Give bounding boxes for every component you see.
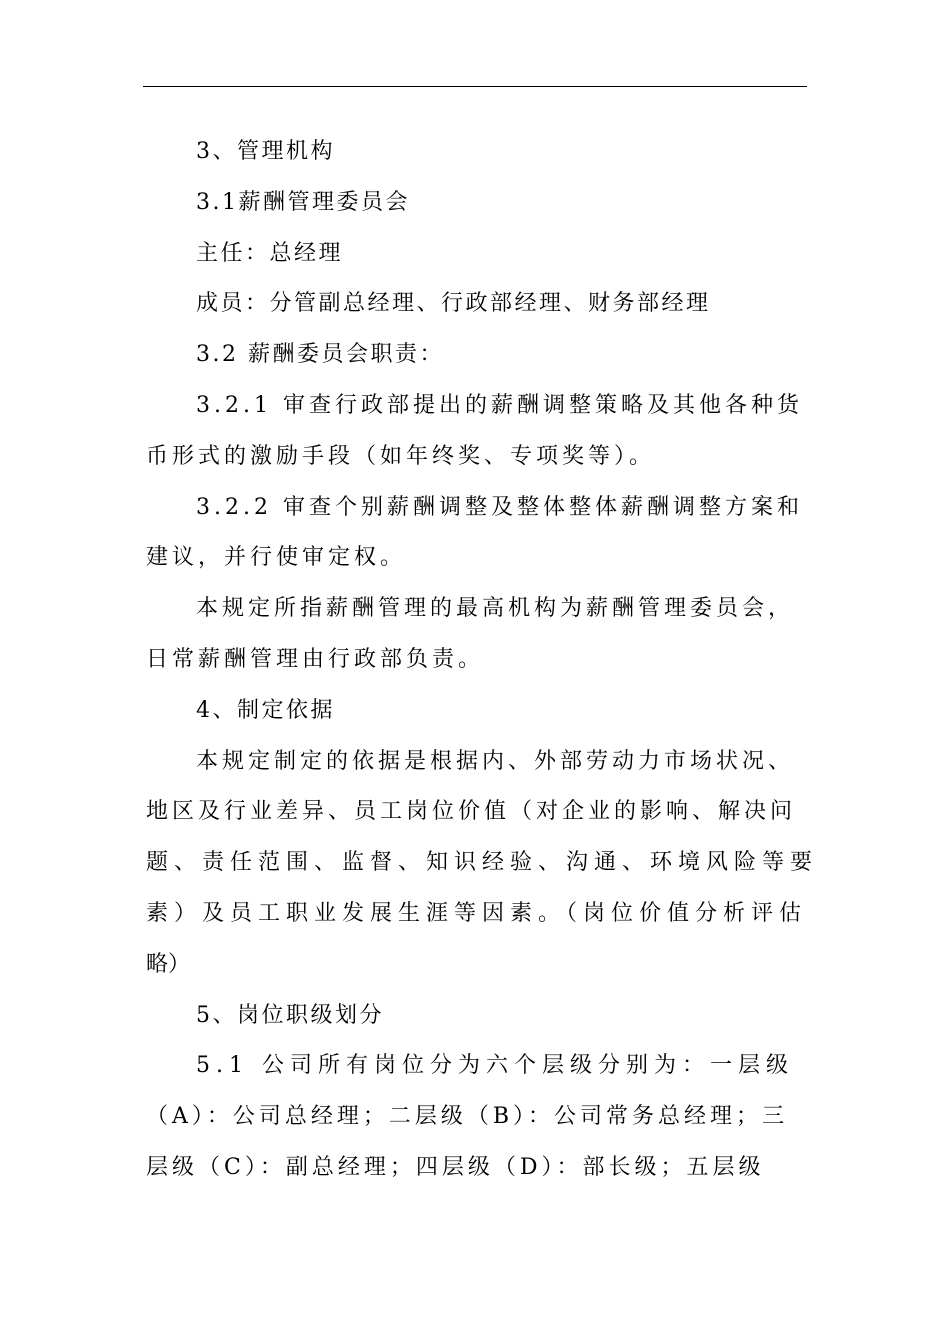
paragraph-line: 3.2.2 审查个别薪酬调整及整体整体薪酬调整方案和 <box>196 494 803 520</box>
section-heading-3: 3、管理机构 <box>196 139 335 164</box>
paragraph-line: 素）及员工职业发展生涯等因素。（岗位价值分析评估 <box>146 900 808 926</box>
header-rule <box>143 86 807 87</box>
paragraph-line: 币形式的激励手段（如年终奖、专项奖等）。 <box>146 443 656 469</box>
paragraph-line: 成员：分管副总经理、行政部经理、财务部经理 <box>196 291 711 317</box>
subsection-heading-3-2: 3.2 薪酬委员会职责： <box>196 342 444 368</box>
paragraph-line: （A）：公司总经理；二层级（B）：公司常务总经理；三 <box>146 1104 789 1130</box>
section-heading-4: 4、制定依据 <box>196 697 335 723</box>
paragraph-line: 本规定所指薪酬管理的最高机构为薪酬管理委员会， <box>196 596 795 622</box>
paragraph-line: 5.1 公司所有岗位分为六个层级分别为：一层级 <box>196 1053 794 1079</box>
paragraph-line: 本规定制定的依据是根据内、外部劳动力市场状况、 <box>196 748 795 774</box>
document-body <box>146 127 819 1194</box>
paragraph-line: 建议，并行使审定权。 <box>146 545 407 571</box>
paragraph-line: 主任：总经理 <box>196 240 344 266</box>
paragraph-line: 题、责任范围、监督、知识经验、沟通、环境风险等要 <box>146 850 819 876</box>
section-heading-5: 5、岗位职级划分 <box>196 1002 384 1028</box>
paragraph-line: 略） <box>146 951 191 977</box>
paragraph-line: 3.2.1 审查行政部提出的薪酬调整策略及其他各种货 <box>196 392 803 418</box>
paragraph-line: 地区及行业差异、员工岗位价值（对企业的影响、解决问 <box>146 799 797 825</box>
paragraph-line: 日常薪酬管理由行政部负责。 <box>146 646 485 672</box>
paragraph-line: 层级（C）：副总经理；四层级（D）：部长级；五层级 <box>146 1154 765 1180</box>
subsection-heading-3-1: 3.1薪酬管理委员会 <box>196 189 410 215</box>
